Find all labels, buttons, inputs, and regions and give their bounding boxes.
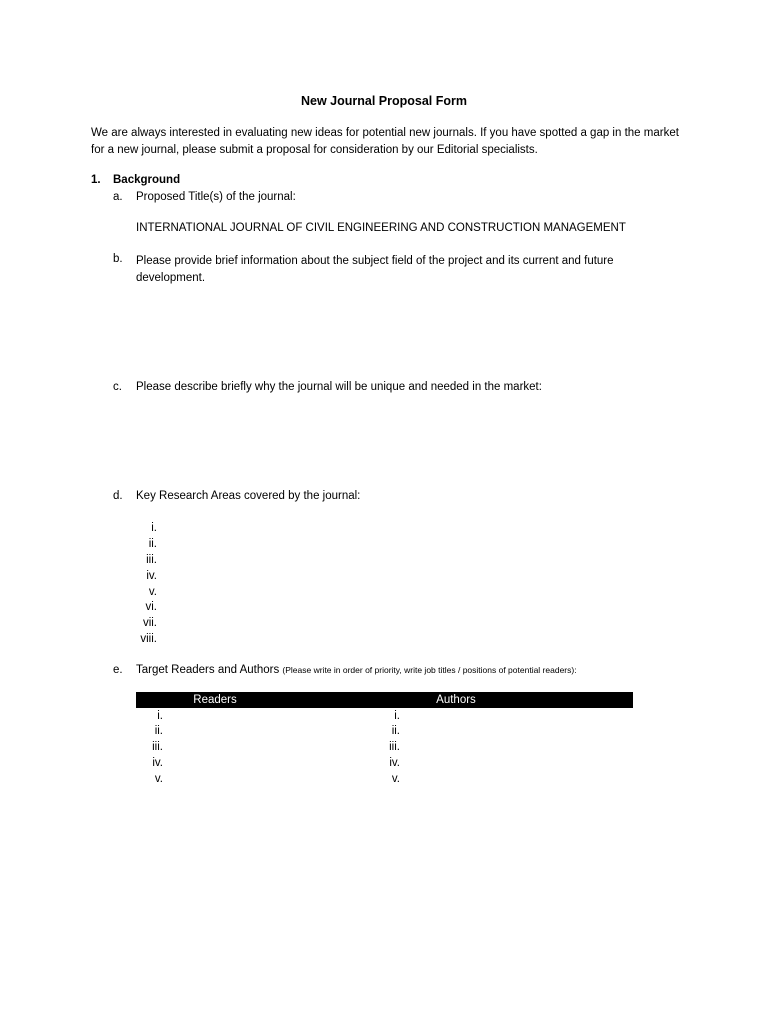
item-a-question: Proposed Title(s) of the journal: xyxy=(136,191,296,203)
item-c-letter: c. xyxy=(113,381,122,393)
research-area-numeral: ii. xyxy=(148,538,157,550)
readers-numeral: iii. xyxy=(152,741,163,753)
readers-numeral: v. xyxy=(154,773,163,785)
item-b-letter: b. xyxy=(113,253,123,265)
research-area-numeral: iv. xyxy=(146,570,157,582)
item-d-letter: d. xyxy=(113,490,123,502)
page-title: New Journal Proposal Form xyxy=(300,94,467,108)
intro-paragraph: We are always interested in evaluating new ideas for potential new journals. If you have spotted a gap in the market for a new journal, please submit a proposal for consideration by our Editorial specialists. xyxy=(91,127,679,156)
item-e-label: Target Readers and Authors xyxy=(136,664,280,676)
item-e-note: (Please write in order of priority, write job titles / positions of potential readers): xyxy=(282,665,577,675)
research-area-numeral: iii. xyxy=(146,554,157,566)
readers-header: Readers xyxy=(193,694,237,706)
section-number: 1. xyxy=(91,174,101,186)
proposed-title-answer: INTERNATIONAL JOURNAL OF CIVIL ENGINEERING AND CONSTRUCTION MANAGEMENT xyxy=(136,222,626,234)
item-e-question xyxy=(136,664,577,676)
item-b-question: Please provide brief information about the subject field of the project and its current and future development. xyxy=(136,255,614,284)
readers-authors-header xyxy=(136,692,633,708)
item-c-question: Please describe briefly why the journal will be unique and needed in the market: xyxy=(136,381,542,393)
section-title: Background xyxy=(113,174,181,186)
item-e-letter: e. xyxy=(113,664,123,676)
item-d-question: Key Research Areas covered by the journal: xyxy=(136,490,361,502)
research-area-numeral: vi. xyxy=(145,601,157,613)
item-a-letter: a. xyxy=(113,191,123,203)
authors-header: Authors xyxy=(436,694,476,706)
readers-numeral: i. xyxy=(157,710,163,722)
research-area-numeral: viii. xyxy=(140,633,157,645)
research-area-numeral: vii. xyxy=(142,617,157,629)
authors-numeral: ii. xyxy=(391,725,400,737)
readers-numeral: ii. xyxy=(154,725,163,737)
research-area-numeral: v. xyxy=(148,586,157,598)
research-area-numeral: i. xyxy=(151,522,157,534)
authors-numeral: i. xyxy=(394,710,400,722)
authors-numeral: iv. xyxy=(389,757,400,769)
authors-numeral: v. xyxy=(391,773,400,785)
authors-numeral: iii. xyxy=(389,741,400,753)
readers-numeral: iv. xyxy=(152,757,163,769)
